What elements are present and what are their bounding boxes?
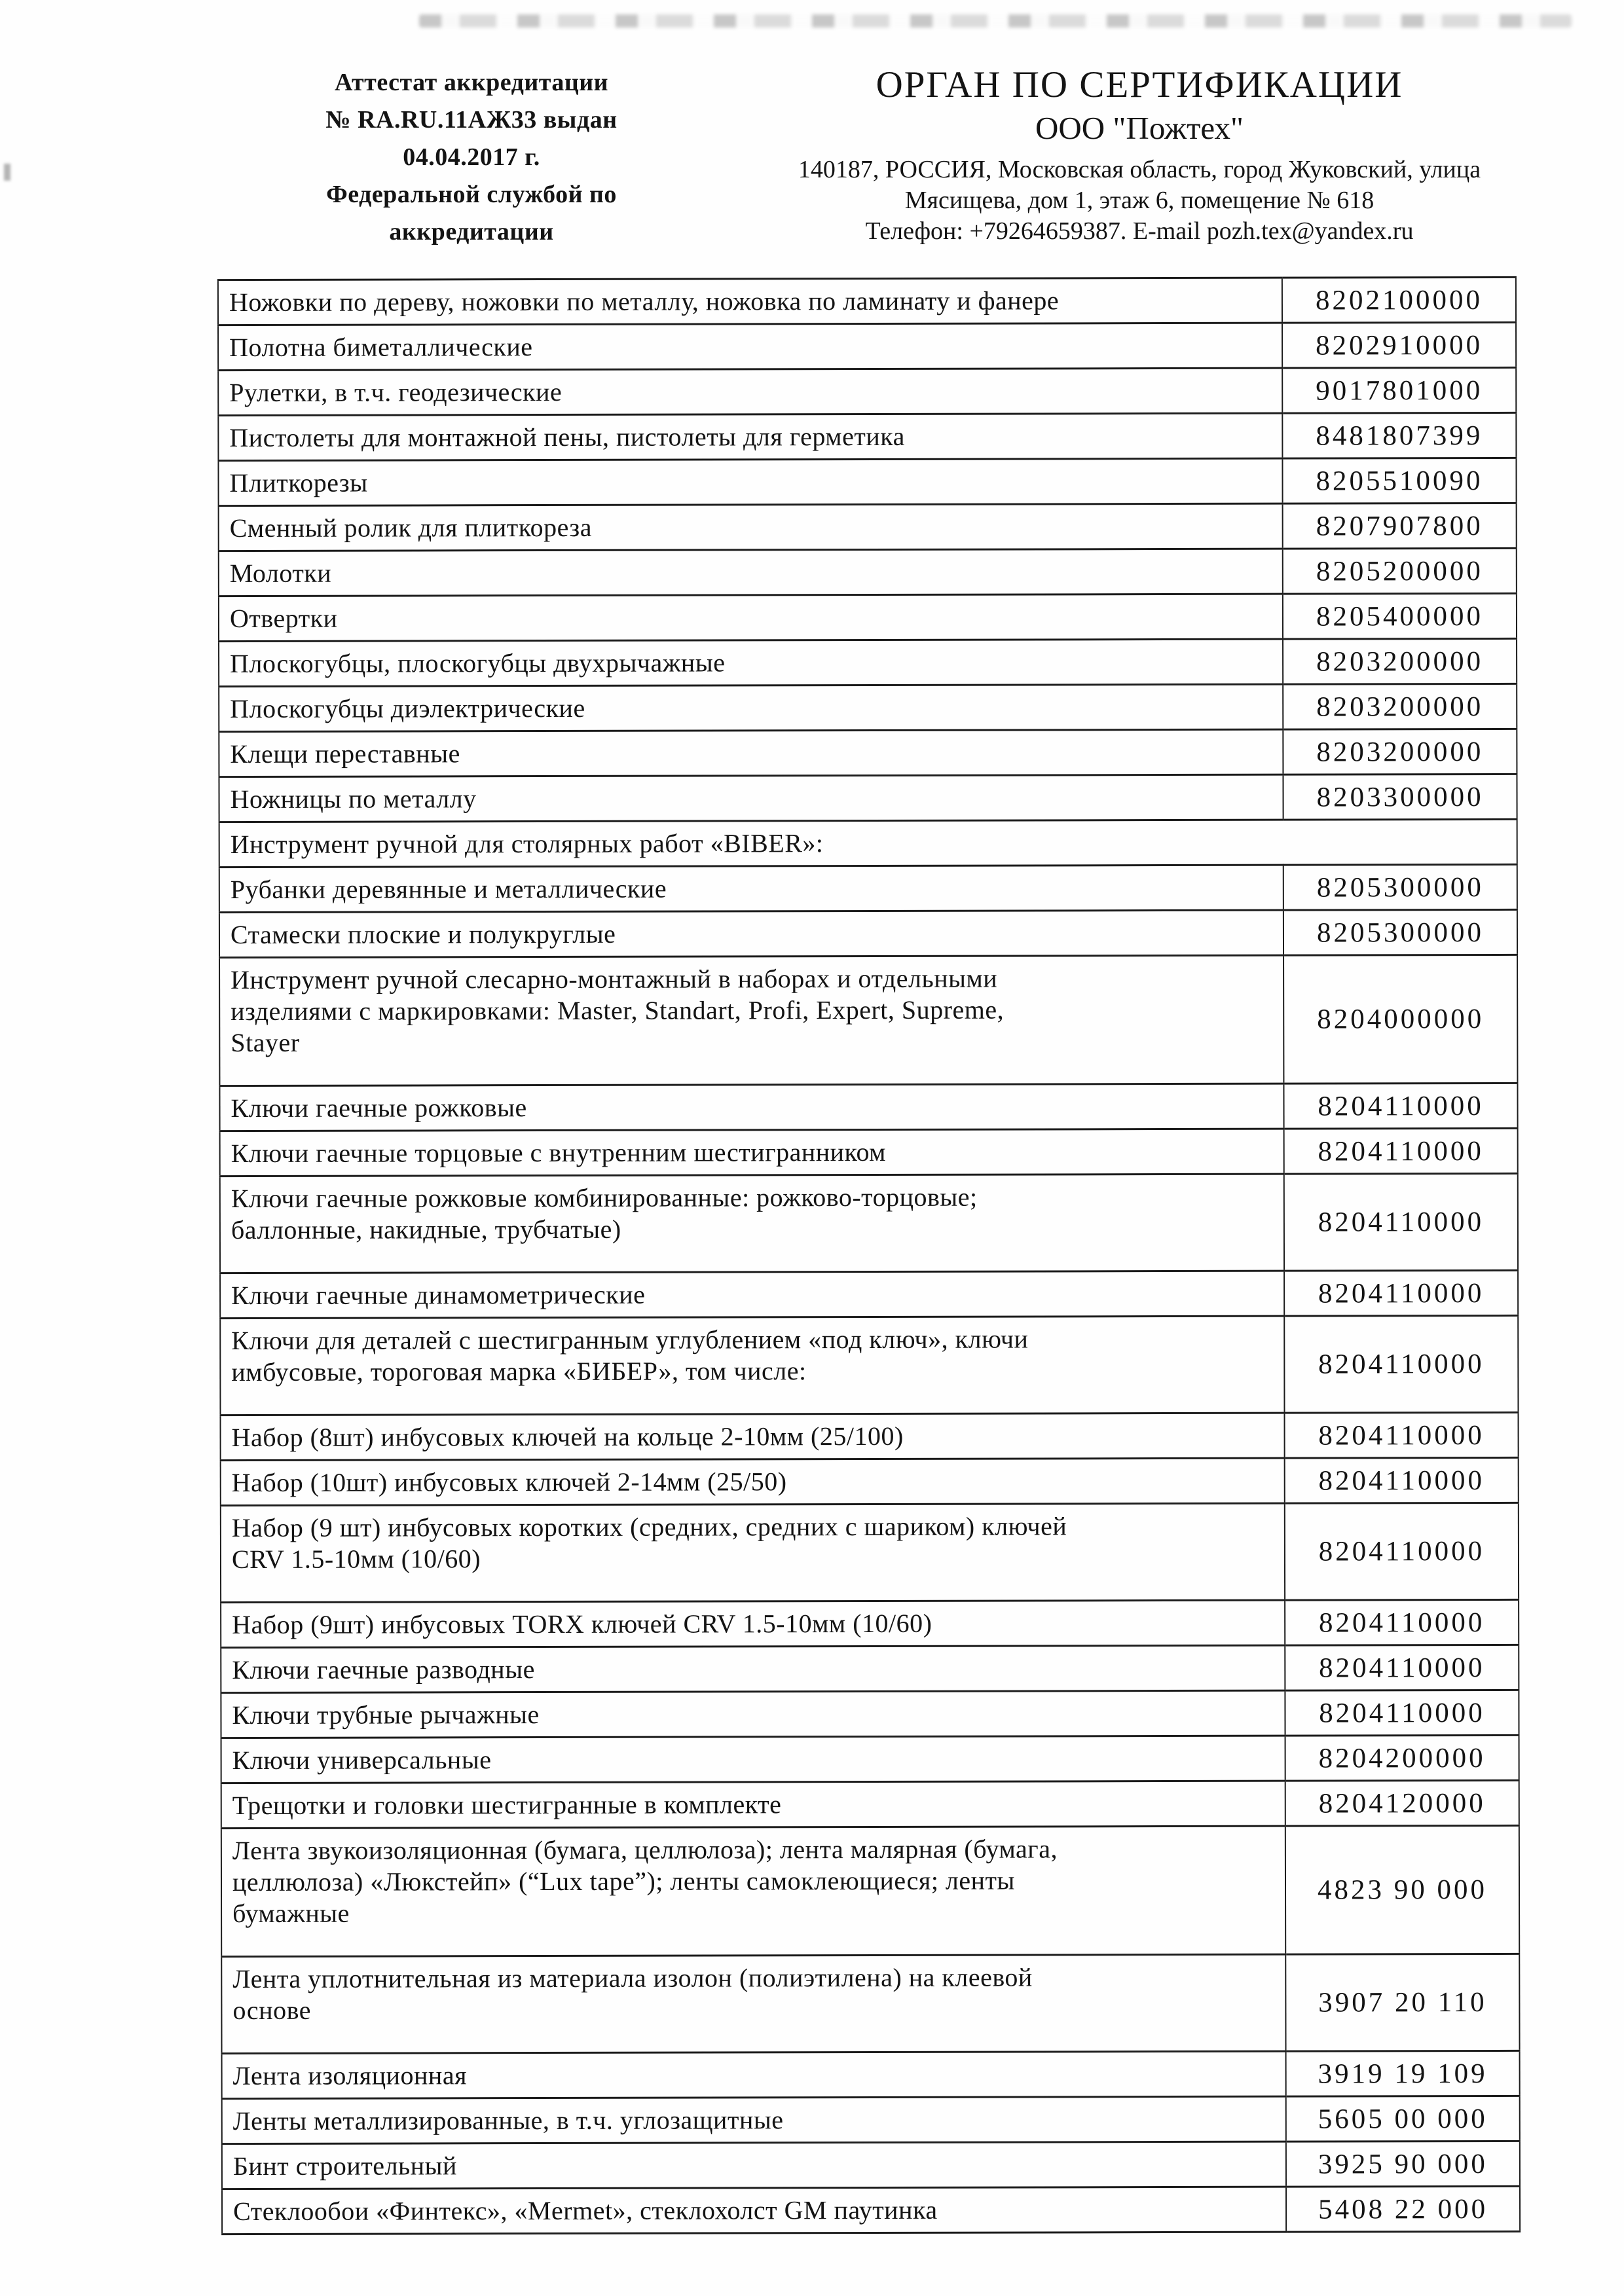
table-row	[219, 774, 1517, 822]
accreditation-line: аккредитации	[389, 218, 554, 246]
table-row	[221, 1503, 1519, 1602]
product-name-cell: Рубанки деревянные и металлические	[219, 865, 1283, 912]
product-name-cell: Набор (9шт) инбусовых TORX ключей CRV 1.5-10мм (10/60)	[221, 1600, 1285, 1647]
table-row	[221, 1735, 1519, 1783]
table-row	[219, 1083, 1517, 1131]
product-name-cell: Клещи переставные	[219, 729, 1283, 776]
product-name-cell: Пистолеты для монтажной пены, пистолеты для герметика	[218, 413, 1282, 460]
table-row	[222, 2141, 1520, 2189]
code-cell: 8204120000	[1285, 1780, 1519, 1826]
code-cell: 5605 00 000	[1286, 2096, 1520, 2141]
code-cell: 8205200000	[1283, 548, 1517, 594]
code-cell: 8204110000	[1285, 1457, 1519, 1503]
code-cell: 8204110000	[1285, 1503, 1519, 1600]
company-contact: Телефон: +79264659387. E-mail pozh.tex@yandex.ru	[865, 217, 1414, 245]
code-cell: 8204110000	[1285, 1599, 1519, 1645]
table-row	[221, 1690, 1519, 1738]
code-cell: 8204110000	[1284, 1173, 1518, 1271]
table-row	[218, 277, 1516, 325]
code-cell: 8205300000	[1283, 864, 1517, 910]
code-cell: 8203200000	[1283, 683, 1517, 729]
table-row	[221, 1599, 1519, 1647]
code-cell: 5408 22 000	[1286, 2186, 1520, 2232]
table-row	[219, 548, 1517, 596]
code-cell: 8204200000	[1285, 1735, 1519, 1781]
table-row	[219, 729, 1517, 776]
code-cell: 8205510090	[1282, 458, 1516, 503]
company-address-line2: Мясищева, дом 1, этаж 6, помещение № 618	[904, 187, 1375, 214]
product-name-cell: Ключи гаечные динамометрические	[220, 1271, 1284, 1318]
product-table-body	[218, 277, 1520, 2234]
accreditation-line: 04.04.2017 г.	[403, 143, 540, 171]
product-name-cell: Лента уплотнительная из материала изолон (полиэтилена) на клеевой основе	[221, 1954, 1285, 2053]
accreditation-block	[210, 64, 733, 251]
product-name-cell: Плиткорезы	[218, 458, 1282, 505]
table-row	[218, 412, 1516, 460]
code-cell: 8204110000	[1284, 1128, 1518, 1174]
code-cell: 8205300000	[1283, 909, 1517, 955]
table-row	[220, 1128, 1518, 1176]
product-name-cell: Бинт строительный	[222, 2141, 1286, 2189]
product-code-table	[217, 276, 1521, 2235]
table-row	[219, 503, 1517, 551]
product-name-cell: Плоскогубцы, плоскогубцы двухрычажные	[219, 639, 1283, 686]
table-row	[219, 864, 1517, 912]
product-name-cell: Стеклообои «Финтекс», «Mermet», стеклохолст GM паутинка	[222, 2187, 1286, 2234]
table-row	[222, 2096, 1520, 2143]
product-name-cell: Трещотки и головки шестигранные в комплекте	[221, 1781, 1285, 1828]
product-name-cell: Ножовки по дереву, ножовки по металлу, ножовка по ламинату и фанере	[218, 278, 1282, 325]
product-name-cell: Ключи гаечные разводные	[221, 1645, 1285, 1692]
table-row	[221, 1780, 1519, 1828]
code-cell: 9017801000	[1282, 367, 1516, 413]
product-name-cell: Инструмент ручной слесарно-монтажный в наборах и отдельными изделиями с маркировками: Master, Standart, Profi, Expert, Supreme, Stayer	[219, 955, 1283, 1085]
table-row	[219, 593, 1517, 641]
product-name-cell: Набор (10шт) инбусовых ключей 2-14мм (25/50)	[221, 1458, 1285, 1505]
product-name-cell: Сменный ролик для плиткореза	[219, 503, 1283, 551]
table-row	[219, 909, 1517, 957]
table-row	[220, 1270, 1518, 1318]
product-name-cell: Лента изоляционная	[222, 2051, 1286, 2098]
product-name-cell: Молотки	[219, 549, 1283, 596]
table-row	[220, 1173, 1518, 1273]
table-row	[219, 819, 1517, 867]
accreditation-line: Федеральной службой по	[326, 181, 617, 208]
table-row	[219, 683, 1517, 731]
table-row	[221, 1825, 1519, 1956]
product-name-cell: Ключи гаечные рожковые комбинированные: рожково-торцовые; баллонные, накидные, трубчатые)	[220, 1174, 1284, 1273]
code-cell: 8207907800	[1283, 503, 1517, 549]
table-row	[218, 322, 1516, 370]
product-name-cell: Ключи универсальные	[221, 1736, 1285, 1783]
table-row	[219, 638, 1517, 686]
code-cell: 8203200000	[1283, 638, 1517, 684]
certification-body-block	[733, 64, 1545, 251]
code-cell: 8203300000	[1283, 774, 1517, 820]
table-row	[221, 1645, 1519, 1692]
code-cell: 8202910000	[1282, 322, 1516, 368]
product-name-cell: Полотна биметаллические	[218, 323, 1282, 370]
table-row	[222, 2050, 1520, 2098]
document-header	[0, 64, 1624, 251]
product-name-cell: Рулетки, в т.ч. геодезические	[218, 368, 1282, 415]
table-row	[220, 1315, 1518, 1415]
code-cell: 3919 19 109	[1286, 2050, 1520, 2096]
product-name-cell: Отвертки	[219, 594, 1283, 641]
accreditation-line: № RA.RU.11АЖ33 выдан	[325, 106, 618, 134]
company-name: ООО "Пожтех"	[1035, 110, 1244, 146]
code-cell: 8205400000	[1283, 593, 1517, 639]
table-row	[222, 2186, 1520, 2234]
code-cell: 8203200000	[1283, 729, 1517, 774]
table-row	[221, 1457, 1519, 1505]
code-cell: 3907 20 110	[1285, 1954, 1519, 2051]
table-row	[221, 1412, 1519, 1460]
product-name-cell: Набор (8шт) инбусовых ключей на кольце 2-10мм (25/100)	[221, 1413, 1285, 1460]
code-cell: 8204000000	[1283, 955, 1517, 1084]
product-name-cell: Инструмент ручной для столярных работ «BIBER»:	[219, 819, 1517, 867]
product-name-cell: Ключи гаечные торцовые с внутренним шестигранником	[220, 1129, 1284, 1176]
product-name-cell: Ключи трубные рычажные	[221, 1690, 1285, 1738]
table-row	[219, 955, 1517, 1085]
code-cell: 8204110000	[1284, 1315, 1518, 1413]
code-cell: 8202100000	[1282, 277, 1516, 323]
accreditation-line: Аттестат аккредитации	[334, 69, 609, 96]
table-row	[218, 458, 1516, 505]
product-name-cell: Лента звукоизоляционная (бумага, целлюлоза); лента малярная (бумага, целлюлоза) «Люкстейп» (“Lux tape”); ленты самоклеющиеся; ленты бумажные	[221, 1826, 1285, 1956]
table-row	[221, 1954, 1519, 2053]
certification-body-title: ОРГАН ПО СЕРТИФИКАЦИИ	[876, 64, 1403, 105]
table-row	[218, 367, 1516, 415]
scan-noise-artifact	[419, 14, 1572, 27]
code-cell: 8204110000	[1285, 1645, 1519, 1690]
code-cell: 4823 90 000	[1285, 1825, 1519, 1954]
product-name-cell: Ключи для деталей с шестигранным углублением «под ключ», ключи имбусовые, тороговая марка «БИБЕР», том числе:	[220, 1316, 1284, 1415]
company-address-line1: 140187, РОССИЯ, Московская область, город Жуковский, улица	[798, 156, 1481, 183]
code-cell: 8204110000	[1285, 1690, 1519, 1736]
code-cell: 8204110000	[1283, 1083, 1517, 1129]
product-name-cell: Ленты металлизированные, в т.ч. углозащитные	[222, 2096, 1286, 2143]
code-cell: 8204110000	[1285, 1412, 1519, 1458]
product-name-cell: Ножницы по металлу	[219, 774, 1283, 822]
product-name-cell: Набор (9 шт) инбусовых коротких (средних, средних с шариком) ключей CRV 1.5-10мм (10/60)	[221, 1503, 1285, 1602]
code-cell: 3925 90 000	[1286, 2141, 1520, 2187]
product-name-cell: Ключи гаечные рожковые	[219, 1084, 1283, 1131]
product-name-cell: Плоскогубцы диэлектрические	[219, 684, 1283, 731]
code-cell: 8204110000	[1284, 1270, 1518, 1316]
product-name-cell: Стамески плоские и полукруглые	[219, 910, 1283, 957]
code-cell: 8481807399	[1282, 412, 1516, 458]
